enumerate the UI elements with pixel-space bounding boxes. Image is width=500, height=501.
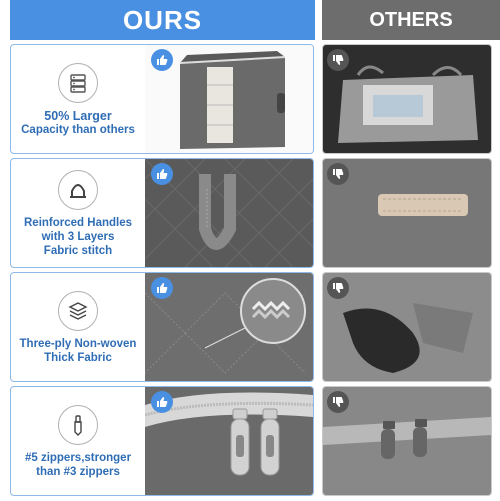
feature-text-capacity [11,45,145,154]
thumbs-up-icon [151,391,173,413]
feature-line: Three-ply Non-woven [19,338,137,350]
comparison-row-zippers [0,386,500,501]
others-card-capacity [322,44,492,154]
thumbs-up-icon [151,49,173,71]
comparison-row-capacity [0,44,500,159]
feature-line: with 3 Layers [41,231,115,243]
comparison-row-handles [0,158,500,273]
feature-line: than #3 zippers [36,466,120,478]
thumbs-down-icon [327,49,349,71]
feature-text-fabric [11,273,145,382]
ours-card-zippers [10,386,314,496]
storage-stack-icon [58,63,98,103]
thumbs-down-icon [327,277,349,299]
feature-line: 50% Larger [44,109,112,123]
comparison-row-fabric [0,272,500,387]
feature-line: #5 zippers,stronger [24,452,132,464]
thumbs-up-icon [151,277,173,299]
thumbs-up-icon [151,163,173,185]
fabric-layers-icon [58,291,98,331]
handle-icon [58,170,98,210]
ours-header: OURS [10,0,315,40]
others-card-handles [322,158,492,268]
others-header: OTHERS [322,0,500,40]
others-card-zippers [322,386,492,496]
zipper-icon [58,405,98,445]
feature-line: Reinforced Handles [24,217,132,229]
thumbs-down-icon [327,391,349,413]
feature-line: Capacity than others [21,124,135,136]
feature-text-handles [11,159,145,268]
feature-text-zippers [11,387,145,496]
ours-card-capacity [10,44,314,154]
ours-card-fabric [10,272,314,382]
feature-line: Fabric stitch [43,245,113,257]
ours-card-handles [10,158,314,268]
others-card-fabric [322,272,492,382]
thumbs-down-icon [327,163,349,185]
feature-line: Thick Fabric [44,352,112,364]
